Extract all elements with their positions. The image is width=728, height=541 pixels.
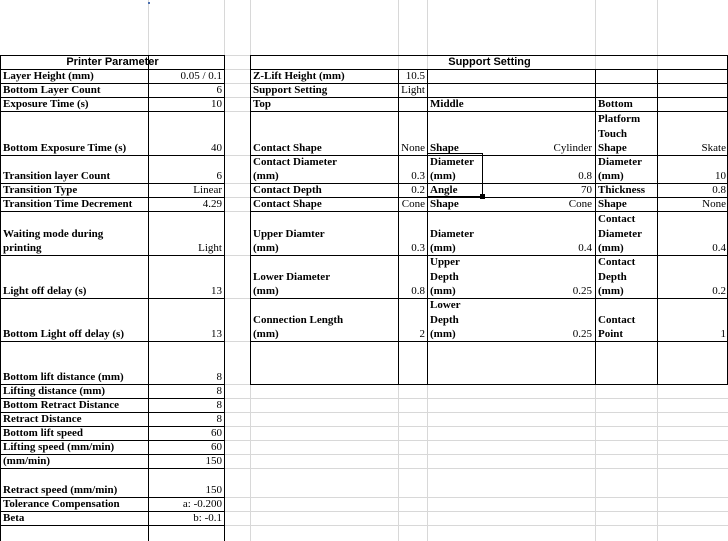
support-middle-value[interactable]: 0.25 xyxy=(572,327,592,340)
printer-param-label[interactable]: Exposure Time (s) xyxy=(3,98,89,110)
support-setting-header[interactable]: Support Setting xyxy=(448,56,531,68)
support-bottom-value[interactable]: 10 xyxy=(715,169,726,182)
support-top-value[interactable]: 0.3 xyxy=(411,241,425,254)
support-top-value[interactable]: Cone xyxy=(401,198,425,210)
printer-param-value[interactable]: b: -0.1 xyxy=(193,512,222,524)
support-middle-value[interactable]: 0.8 xyxy=(578,169,592,182)
printer-param-value[interactable]: 6 xyxy=(216,84,222,96)
printer-parameter-header[interactable]: Printer Parameter xyxy=(66,56,159,68)
support-middle-label[interactable]: Diameter (mm) xyxy=(430,156,474,182)
support-value[interactable]: 10.5 xyxy=(405,70,425,82)
printer-param-value[interactable]: 60 xyxy=(211,441,222,453)
support-top-label[interactable]: Connection Length (mm) xyxy=(253,313,344,340)
support-bottom-label[interactable]: Shape xyxy=(598,198,627,210)
printer-param-label[interactable]: Bottom lift distance (mm) xyxy=(3,370,124,383)
support-top-label[interactable]: Contact Shape xyxy=(253,198,322,210)
support-label[interactable]: Support Setting xyxy=(253,84,328,96)
support-bottom-label[interactable]: Contact Depth (mm) xyxy=(598,256,636,297)
support-top-value[interactable]: 0.8 xyxy=(411,284,425,297)
support-top-value[interactable]: 0.3 xyxy=(411,169,425,182)
printer-param-label[interactable]: Beta xyxy=(3,512,25,524)
printer-param-label[interactable]: Bottom lift speed xyxy=(3,427,84,439)
support-top-label[interactable]: Contact Shape xyxy=(253,141,322,154)
printer-param-label[interactable]: Bottom Light off delay (s) xyxy=(3,327,124,340)
support-top-label[interactable]: Lower Diameter (mm) xyxy=(253,270,331,297)
support-top-label[interactable]: Contact Diameter (mm) xyxy=(253,156,337,182)
support-bottom-value[interactable]: 0.4 xyxy=(712,241,726,254)
printer-param-value[interactable]: 60 xyxy=(211,427,222,439)
support-top-label[interactable]: Contact Depth xyxy=(253,184,322,196)
support-middle-value[interactable]: 70 xyxy=(581,184,592,196)
printer-param-label[interactable]: Waiting mode during printing xyxy=(3,227,104,254)
printer-param-label[interactable]: Retract speed (mm/min) xyxy=(3,483,118,496)
support-middle-value[interactable]: Cone xyxy=(568,198,592,210)
printer-param-value[interactable]: 13 xyxy=(211,284,222,297)
printer-param-value[interactable]: 8 xyxy=(216,370,222,383)
printer-param-label[interactable]: Tolerance Compensation xyxy=(3,498,120,510)
printer-param-label[interactable]: Light off delay (s) xyxy=(3,284,87,297)
support-bottom-value[interactable]: 0.8 xyxy=(712,184,726,196)
table-border xyxy=(250,384,728,385)
printer-param-value[interactable]: 40 xyxy=(211,141,222,154)
support-bottom-value[interactable]: None xyxy=(702,198,726,210)
support-middle-value[interactable]: Cylinder xyxy=(553,141,592,154)
table-border xyxy=(224,55,225,541)
printer-param-value[interactable]: 150 xyxy=(205,455,222,467)
printer-param-value[interactable]: 150 xyxy=(205,483,222,496)
printer-param-label[interactable]: Bottom Retract Distance xyxy=(3,399,120,411)
cursor-dot xyxy=(148,2,150,4)
support-bottom-label[interactable]: Thickness xyxy=(598,184,646,196)
column-header-top[interactable]: Top xyxy=(253,98,271,110)
support-top-value[interactable]: 0.2 xyxy=(411,184,425,196)
fill-handle[interactable] xyxy=(480,194,485,199)
column-header-bottom[interactable]: Bottom xyxy=(598,98,633,110)
printer-param-value[interactable]: Linear xyxy=(193,184,222,196)
support-middle-label[interactable]: Shape xyxy=(430,141,459,154)
printer-param-value[interactable]: 10 xyxy=(211,98,222,110)
column-header-middle[interactable]: Middle xyxy=(430,98,464,110)
printer-param-label[interactable]: Bottom Exposure Time (s) xyxy=(3,141,127,154)
support-bottom-value[interactable]: 0.2 xyxy=(712,284,726,297)
support-value[interactable]: Light xyxy=(401,84,425,96)
support-middle-label[interactable]: Shape xyxy=(430,198,459,210)
printer-param-label[interactable]: Bottom Layer Count xyxy=(3,84,101,96)
printer-param-value[interactable]: Light xyxy=(198,241,222,254)
support-middle-label[interactable]: Diameter (mm) xyxy=(430,227,474,254)
support-top-value[interactable]: 2 xyxy=(419,327,425,340)
active-cell-selection[interactable] xyxy=(427,153,483,197)
table-border xyxy=(0,525,224,526)
support-middle-label[interactable]: Lower Depth (mm) xyxy=(430,299,461,340)
support-bottom-value[interactable]: 1 xyxy=(720,327,726,340)
support-top-value[interactable]: None xyxy=(401,141,425,154)
support-bottom-label[interactable]: Contact Diameter (mm) xyxy=(598,213,642,254)
support-bottom-value[interactable]: Skate xyxy=(701,141,726,154)
support-middle-value[interactable]: 0.25 xyxy=(572,284,592,297)
support-middle-label[interactable]: Upper Depth (mm) xyxy=(430,256,460,297)
printer-param-value[interactable]: 4.29 xyxy=(202,198,222,210)
printer-param-value[interactable]: 8 xyxy=(216,399,222,411)
printer-param-label[interactable]: (mm/min) xyxy=(3,455,51,467)
support-top-label[interactable]: Upper Diamter (mm) xyxy=(253,227,325,254)
printer-param-label[interactable]: Lifting speed (mm/min) xyxy=(3,441,115,453)
support-bottom-label[interactable]: Contact Point xyxy=(598,313,636,340)
support-middle-label[interactable]: Angle xyxy=(430,184,458,196)
support-bottom-label[interactable]: Diameter (mm) xyxy=(598,156,642,182)
support-label[interactable]: Z-Lift Height (mm) xyxy=(253,70,345,82)
printer-param-value[interactable]: 8 xyxy=(216,385,222,397)
printer-param-value[interactable]: 13 xyxy=(211,327,222,340)
printer-param-label[interactable]: Retract Distance xyxy=(3,413,82,425)
support-middle-value[interactable]: 0.4 xyxy=(578,241,592,254)
printer-param-label[interactable]: Lifting distance (mm) xyxy=(3,385,106,397)
printer-param-label[interactable]: Transition layer Count xyxy=(3,169,111,182)
printer-param-value[interactable]: 6 xyxy=(216,169,222,182)
support-bottom-label[interactable]: Platform Touch Shape xyxy=(598,113,641,154)
printer-param-label[interactable]: Layer Height (mm) xyxy=(3,70,94,82)
printer-param-value[interactable]: 8 xyxy=(216,413,222,425)
printer-param-label[interactable]: Transition Type xyxy=(3,184,78,196)
printer-param-label[interactable]: Transition Time Decrement xyxy=(3,198,133,210)
printer-param-value[interactable]: 0.05 / 0.1 xyxy=(180,70,222,82)
printer-param-value[interactable]: a: -0.200 xyxy=(182,498,222,510)
